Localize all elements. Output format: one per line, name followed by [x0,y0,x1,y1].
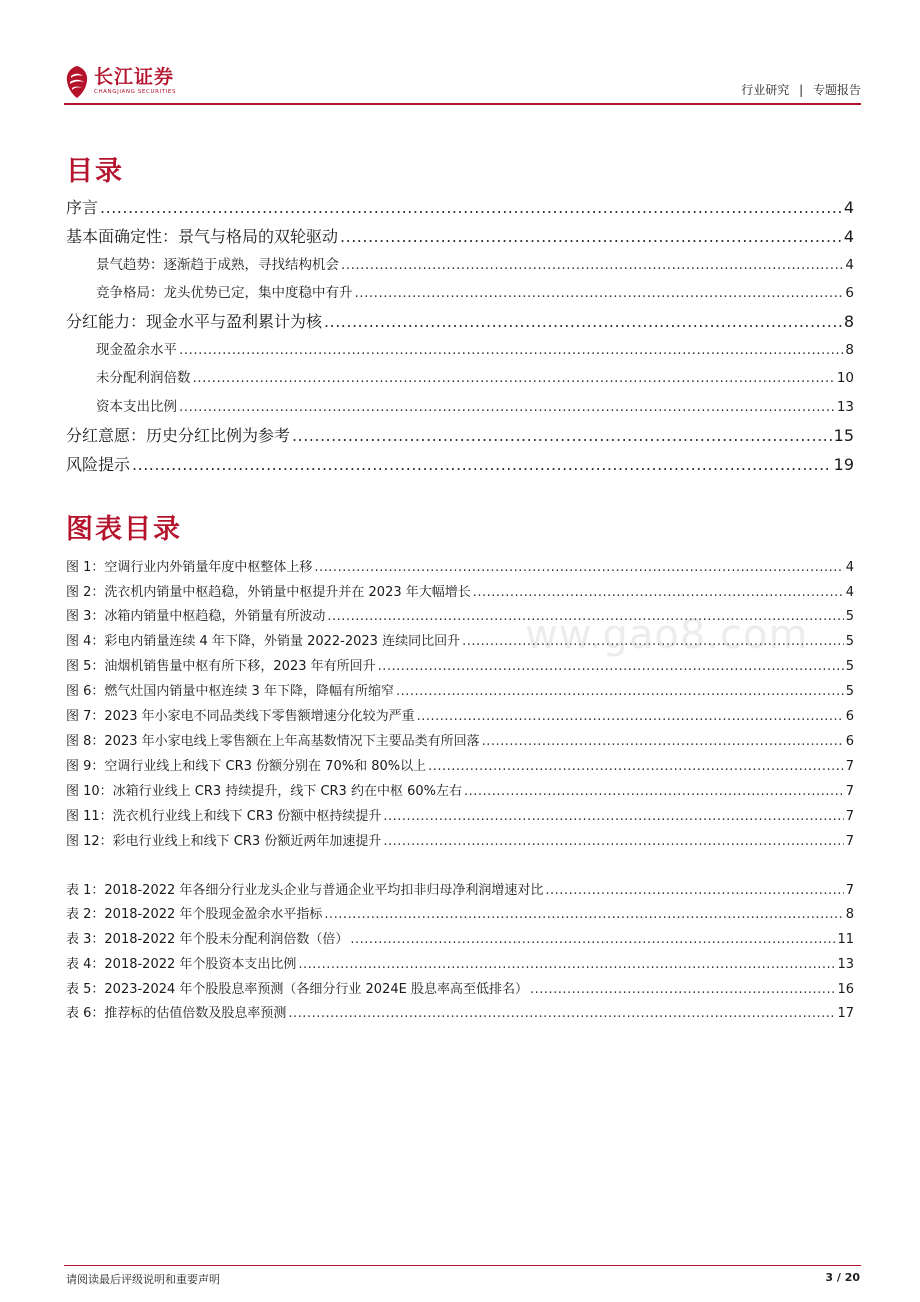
toc-entry-page: 13 [836,399,854,415]
figure-entry-label: 图 9：空调行业线上和线下 CR3 份额分别在 70%和 80%以上 [66,759,427,774]
figure-entry[interactable] [66,557,854,578]
toc-entry-page: 10 [836,370,854,386]
figure-entry[interactable] [66,806,854,827]
dot-leader [473,582,844,603]
toc-entry-label: 序言 [66,198,99,217]
figure-entry-label: 图 3：冰箱内销量中枢趋稳，外销量有所波动 [66,609,326,624]
figure-entry-page: 5 [845,634,854,649]
watermark: ww.gao8.com [525,612,809,658]
dot-leader [340,225,842,249]
toc-entry[interactable] [66,225,854,249]
figure-entry-label: 图 4：彩电内销量连续 4 年下降，外销量 2022-2023 连续同比回升 [66,634,461,649]
footer-divider [64,1265,861,1266]
toc-entry-label: 分红能力：现金水平与盈利累计为核 [66,312,323,331]
dot-leader [288,1003,835,1024]
category-label: 行业研究 [741,83,790,97]
figure-entry-page: 7 [845,759,854,774]
dot-leader [179,339,843,361]
toc-subentry[interactable] [96,254,854,276]
page-header [64,62,861,102]
toc-entry-label: 基本面确定性：景气与格局的双轮驱动 [66,227,339,246]
toc-entry-label: 未分配利润倍数 [96,370,191,386]
toc-entry[interactable] [66,310,854,334]
dot-leader [383,806,843,827]
logo-chinese-name: 长江证券 [94,66,175,88]
dot-leader [350,929,835,950]
header-divider [64,103,861,105]
table-entry[interactable] [66,880,854,901]
table-entry[interactable] [66,1003,854,1024]
dot-leader [324,310,842,334]
toc-entry-label: 竞争格局：龙头优势已定，集中度稳中有升 [96,285,353,301]
dot-leader [324,904,843,925]
header-separator: | [799,83,804,97]
dot-leader [100,196,842,220]
dot-leader [396,681,844,702]
dot-leader [428,756,844,777]
figure-entry[interactable] [66,681,854,702]
dot-leader [292,424,832,448]
table-entry-label: 表 3：2018-2022 年个股未分配利润倍数（倍） [66,932,349,947]
dot-leader [341,254,843,276]
figure-entry-label: 图 6：燃气灶国内销量中枢连续 3 年下降，降幅有所缩窄 [66,684,394,699]
table-entry-label: 表 6：推荐标的估值倍数及股息率预测 [66,1006,287,1021]
toc-entry-page: 4 [845,257,854,273]
toc-entry-label: 风险提示 [66,455,131,474]
figure-entry-label: 图 5：油烟机销售量中枢有所下移，2023 年有所回升 [66,659,376,674]
table-entry-page: 8 [845,907,854,922]
report-category [741,81,861,98]
table-entry-page: 16 [837,982,854,997]
toc-entry-label: 现金盈余水平 [96,342,177,358]
table-entry-page: 7 [845,883,854,898]
toc-entry[interactable] [66,424,854,448]
toc-entry-label: 景气趋势：逐渐趋于成熟，寻找结构机会 [96,257,339,273]
toc-entry[interactable] [66,196,854,220]
dot-leader [464,781,844,802]
figure-entry-label: 图 11：洗衣机行业线上和线下 CR3 份额中枢持续提升 [66,809,382,824]
table-entry[interactable] [66,979,854,1000]
dot-leader [298,954,835,975]
toc-entry-page: 4 [843,198,854,217]
dot-leader [355,282,844,304]
figure-entry[interactable] [66,781,854,802]
toc-title: 目录 [66,156,124,187]
dot-leader [179,396,835,418]
toc-entry[interactable] [66,453,854,477]
dot-leader [193,367,835,389]
table-entry[interactable] [66,904,854,925]
table-entry-label: 表 4：2018-2022 年个股资本支出比例 [66,957,297,972]
figure-entry[interactable] [66,756,854,777]
figure-entry[interactable] [66,731,854,752]
table-entry-label: 表 1：2018-2022 年各细分行业龙头企业与普通企业平均扣非归母净利润增速对比 [66,883,544,898]
dot-leader [482,731,844,752]
table-entry-label: 表 2：2018-2022 年个股现金盈余水平指标 [66,907,323,922]
figure-entry-label: 图 2：洗衣机内销量中枢趋稳，外销量中枢提升并在 2023 年大幅增长 [66,585,471,600]
figure-entry-label: 图 7：2023 年小家电不同品类线下零售额增速分化较为严重 [66,709,415,724]
toc-subentry[interactable] [96,339,854,361]
logo-english-name: CHANGJIANG SECURITIES [94,89,177,95]
dot-leader [132,453,832,477]
toc-entry-label: 资本支出比例 [96,399,177,415]
figure-entry[interactable] [66,656,854,677]
figure-entry-label: 图 8：2023 年小家电线上零售额在上年高基数情况下主要品类有所回落 [66,734,480,749]
toc-entry-page: 19 [833,455,854,474]
dot-leader [314,557,843,578]
figure-entry[interactable] [66,831,854,852]
table-entry[interactable] [66,929,854,950]
dot-leader [383,831,843,852]
toc-subentry[interactable] [96,367,854,389]
page-indicator: 3 / 20 [825,1271,860,1284]
figure-entry-page: 6 [845,734,854,749]
figure-entry-page: 5 [845,609,854,624]
toc-subentry[interactable] [96,396,854,418]
table-entry-page: 17 [837,1006,854,1021]
dot-leader [545,880,843,901]
toc-entry-page: 4 [843,227,854,246]
table-entry-page: 11 [837,932,854,947]
toc-subentry[interactable] [96,282,854,304]
dot-leader [530,979,835,1000]
figure-entry[interactable] [66,706,854,727]
toc-entry-page: 8 [843,312,854,331]
figure-entry-page: 4 [845,585,854,600]
figure-entry-label: 图 1：空调行业内外销量年度中枢整体上移 [66,560,313,575]
dot-leader [378,656,844,677]
figure-entry-page: 5 [845,684,854,699]
changjiang-logo-icon [64,64,90,100]
toc-entry-label: 分红意愿：历史分红比例为参考 [66,426,291,445]
table-entry-label: 表 5：2023-2024 年个股股息率预测（各细分行业 2024E 股息率高至低排名） [66,982,528,997]
figure-entry-page: 7 [845,784,854,799]
figure-entry-page: 7 [845,834,854,849]
report-type-label: 专题报告 [812,83,861,97]
toc-entry-page: 6 [845,285,854,301]
figure-entry-label: 图 12：彩电行业线上和线下 CR3 份额近两年加速提升 [66,834,382,849]
toc-entry-page: 15 [833,426,854,445]
figure-entry-page: 6 [845,709,854,724]
figure-list-title: 图表目录 [66,514,182,545]
dot-leader [417,706,844,727]
figure-entry-label: 图 10：冰箱行业线上 CR3 持续提升，线下 CR3 约在中枢 60%左右 [66,784,462,799]
footer-disclaimer: 请阅读最后评级说明和重要声明 [66,1273,220,1286]
figure-entry-page: 4 [845,560,854,575]
table-entry[interactable] [66,954,854,975]
figure-entry-page: 7 [845,809,854,824]
figure-entry-page: 5 [845,659,854,674]
figure-entry[interactable] [66,582,854,603]
toc-entry-page: 8 [845,342,854,358]
table-entry-page: 13 [837,957,854,972]
